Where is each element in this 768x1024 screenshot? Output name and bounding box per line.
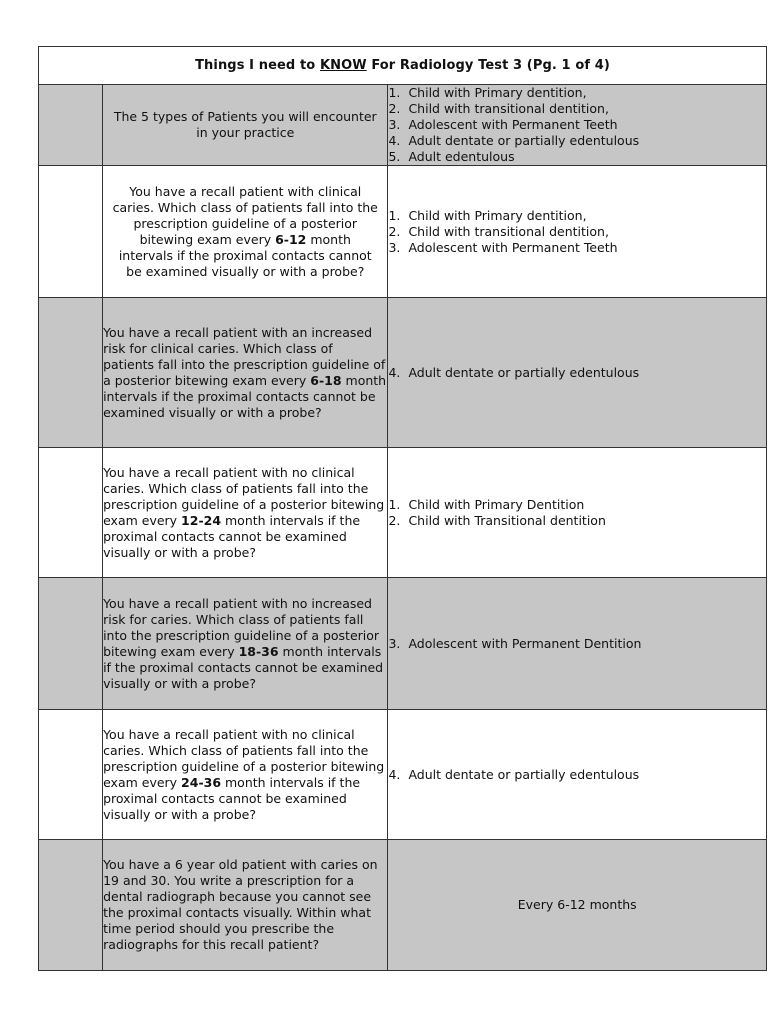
answer-list xyxy=(388,365,766,381)
study-sheet xyxy=(38,46,768,971)
page-title xyxy=(39,47,767,85)
list-item: 2. Child with Transitional dentition xyxy=(388,512,606,528)
list-item: 1. Child with Primary Dentition xyxy=(388,496,585,512)
blank-cell xyxy=(39,85,103,166)
list-item: 4. Adult dentate or partially edentulous xyxy=(388,133,640,148)
list-item: 3. Adolescent with Permanent Teeth xyxy=(388,117,618,132)
question-cell: You have a recall patient with an increased risk for clinical caries. Which class of patients fall into the prescription guideline of a posterior bitewing exam every 6-18 month intervals if the proximal contacts cannot be examined visually or with a probe? xyxy=(103,298,388,448)
table-row xyxy=(39,166,767,298)
answer-cell xyxy=(388,840,767,971)
list-item: 1. Child with Primary dentition, xyxy=(388,85,587,100)
blank-cell xyxy=(39,166,103,298)
title-row xyxy=(39,47,767,85)
study-table xyxy=(38,46,767,971)
answer-list xyxy=(388,85,766,165)
answer-list xyxy=(388,497,766,529)
answer-cell xyxy=(388,710,767,840)
blank-cell xyxy=(39,710,103,840)
interval-highlight: 12-24 xyxy=(181,512,222,528)
title-prefix: Things I need to xyxy=(195,58,320,73)
question-cell: You have a recall patient with no increased risk for caries. Which class of patients fall into the prescription guideline of a posterior bitewing exam every 18-36 month intervals if the proximal contacts cannot be examined visually or with a probe? xyxy=(103,578,388,710)
question-cell: You have a recall patient with no clinical caries. Which class of patients fall into the prescription guideline of a posterior bitewing exam every 24-36 month intervals if the proximal contacts cannot be examined visually or with a probe? xyxy=(103,710,388,840)
table-row xyxy=(39,710,767,840)
question-cell: You have a recall patient with clinical caries. Which class of patients fall into the prescription guideline of a posterior bitewing exam every 6-12 month intervals if the proximal contacts cannot be examined visually or with a probe? xyxy=(103,166,388,298)
title-suffix: For Radiology Test 3 (Pg. 1 of 4) xyxy=(366,58,610,73)
answer-list xyxy=(388,208,766,256)
list-item: 3. Adolescent with Permanent Teeth xyxy=(388,239,618,255)
answer-list xyxy=(388,767,766,783)
list-item: 4. Adult dentate or partially edentulous xyxy=(388,364,640,380)
question-cell xyxy=(103,85,388,166)
list-item: 1. Child with Primary dentition, xyxy=(388,207,587,223)
interval-highlight: 6-18 xyxy=(310,372,342,388)
title-keyword: KNOW xyxy=(319,58,367,73)
answer-cell xyxy=(388,448,767,578)
answer-text: Every 6-12 months xyxy=(517,897,637,912)
interval-highlight: 6-12 xyxy=(275,231,307,247)
answer-cell xyxy=(388,298,767,448)
blank-cell xyxy=(39,840,103,971)
list-item: 3. Adolescent with Permanent Dentition xyxy=(388,635,642,651)
answer-cell xyxy=(388,578,767,710)
table-row xyxy=(39,578,767,710)
list-item: 2. Child with transitional dentition, xyxy=(388,223,609,239)
table-row xyxy=(39,448,767,578)
table-row xyxy=(39,840,767,971)
answer-cell xyxy=(388,166,767,298)
question-cell: You have a 6 year old patient with caries on 19 and 30. You write a prescription for a dental radiograph because you cannot see the proximal contacts visually. Within what time period should you prescribe the radiographs for this recall patient? xyxy=(103,840,388,971)
blank-cell xyxy=(39,298,103,448)
list-item: 2. Child with transitional dentition, xyxy=(388,101,609,116)
interval-highlight: 18-36 xyxy=(238,643,279,659)
list-item: 5. Adult edentulous xyxy=(388,149,515,164)
table-row xyxy=(39,85,767,166)
question-text: The 5 types of Patients you will encounter in your practice xyxy=(113,109,377,140)
table-row xyxy=(39,298,767,448)
blank-cell xyxy=(39,448,103,578)
interval-highlight: 24-36 xyxy=(181,774,222,790)
list-item: 4. Adult dentate or partially edentulous xyxy=(388,766,640,782)
answer-list xyxy=(388,636,766,652)
blank-cell xyxy=(39,578,103,710)
answer-cell xyxy=(388,85,767,166)
question-cell: You have a recall patient with no clinical caries. Which class of patients fall into the prescription guideline of a posterior bitewing exam every 12-24 month intervals if the proximal contacts cannot be examined visually or with a probe? xyxy=(103,448,388,578)
